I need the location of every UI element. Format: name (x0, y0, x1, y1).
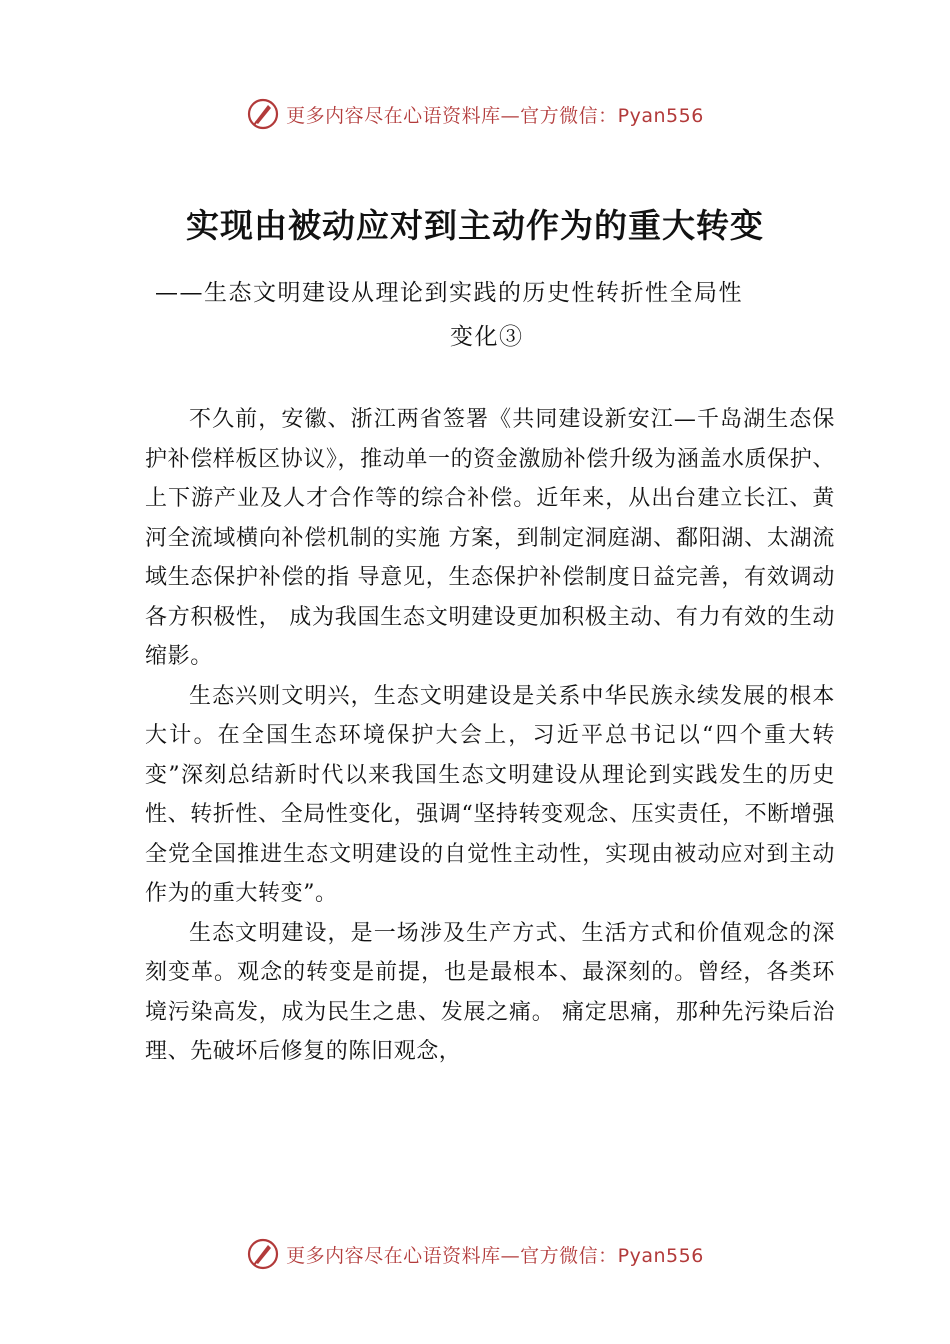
subtitle-line-1: ——生态文明建设从理论到实践的历史性转折性全局性 (155, 280, 743, 306)
paragraph: 生态文明建设，是一场涉及生产方式、生活方式和价值观念的深刻变革。观念的转变是前提，也是最根本、最深刻的。曾经，各类环境污染高发，成为民生之患、发展之痛。 痛定思痛，那种先污染后治理、先破坏后修复的陈旧观念， (145, 920, 835, 1064)
banner-text (286, 101, 704, 128)
paragraph: 生态兴则文明兴，生态文明建设是关系中华民族永续发展的根本大计。在全国生态环境保护大会上，习近平总书记以“四个重大转变”深刻总结新时代以来我国生态文明建设从理论到实践发生的历史性、转折性、全局性变化，强调“坚持转变观念、压实责任，不断增强全党全国推进生态文明建设的自觉性主动性，实现由被动应对到主动作为的重大转变”。 (145, 683, 835, 906)
wechat-id: Pyan556 (617, 104, 704, 127)
quill-pen-icon (246, 1237, 280, 1271)
wechat-id: Pyan556 (617, 1244, 704, 1267)
paragraph: 不久前，安徽、浙江两省签署《共同建设新安江—千岛湖生态保护补偿样板区协议》，推动单一的资金激励补偿升级为涵盖水质保护、上下游产业及人才合作等的综合补偿。近年来，从出台建立长江、黄河全流域横向补偿机制的实施 方案，到制定洞庭湖、鄱阳湖、太湖流域生态保护补偿的指 导意见，生态保护补偿制度日益完善，有效调动各方积极性， 成为我国生态文明建设更加积极主动、有力有效的生动缩影。 (145, 407, 835, 669)
quill-pen-icon (246, 97, 280, 131)
subtitle-line-2: 变化③ (450, 324, 524, 350)
banner-label: 更多内容尽在心语资料库—官方微信： (286, 1244, 618, 1267)
header-banner (0, 94, 950, 134)
banner-text (286, 1241, 704, 1268)
document-title: 实现由被动应对到主动作为的重大转变 (186, 206, 764, 245)
article-body (145, 400, 835, 1072)
footer-banner (0, 1234, 950, 1274)
banner-label: 更多内容尽在心语资料库—官方微信： (286, 104, 618, 127)
